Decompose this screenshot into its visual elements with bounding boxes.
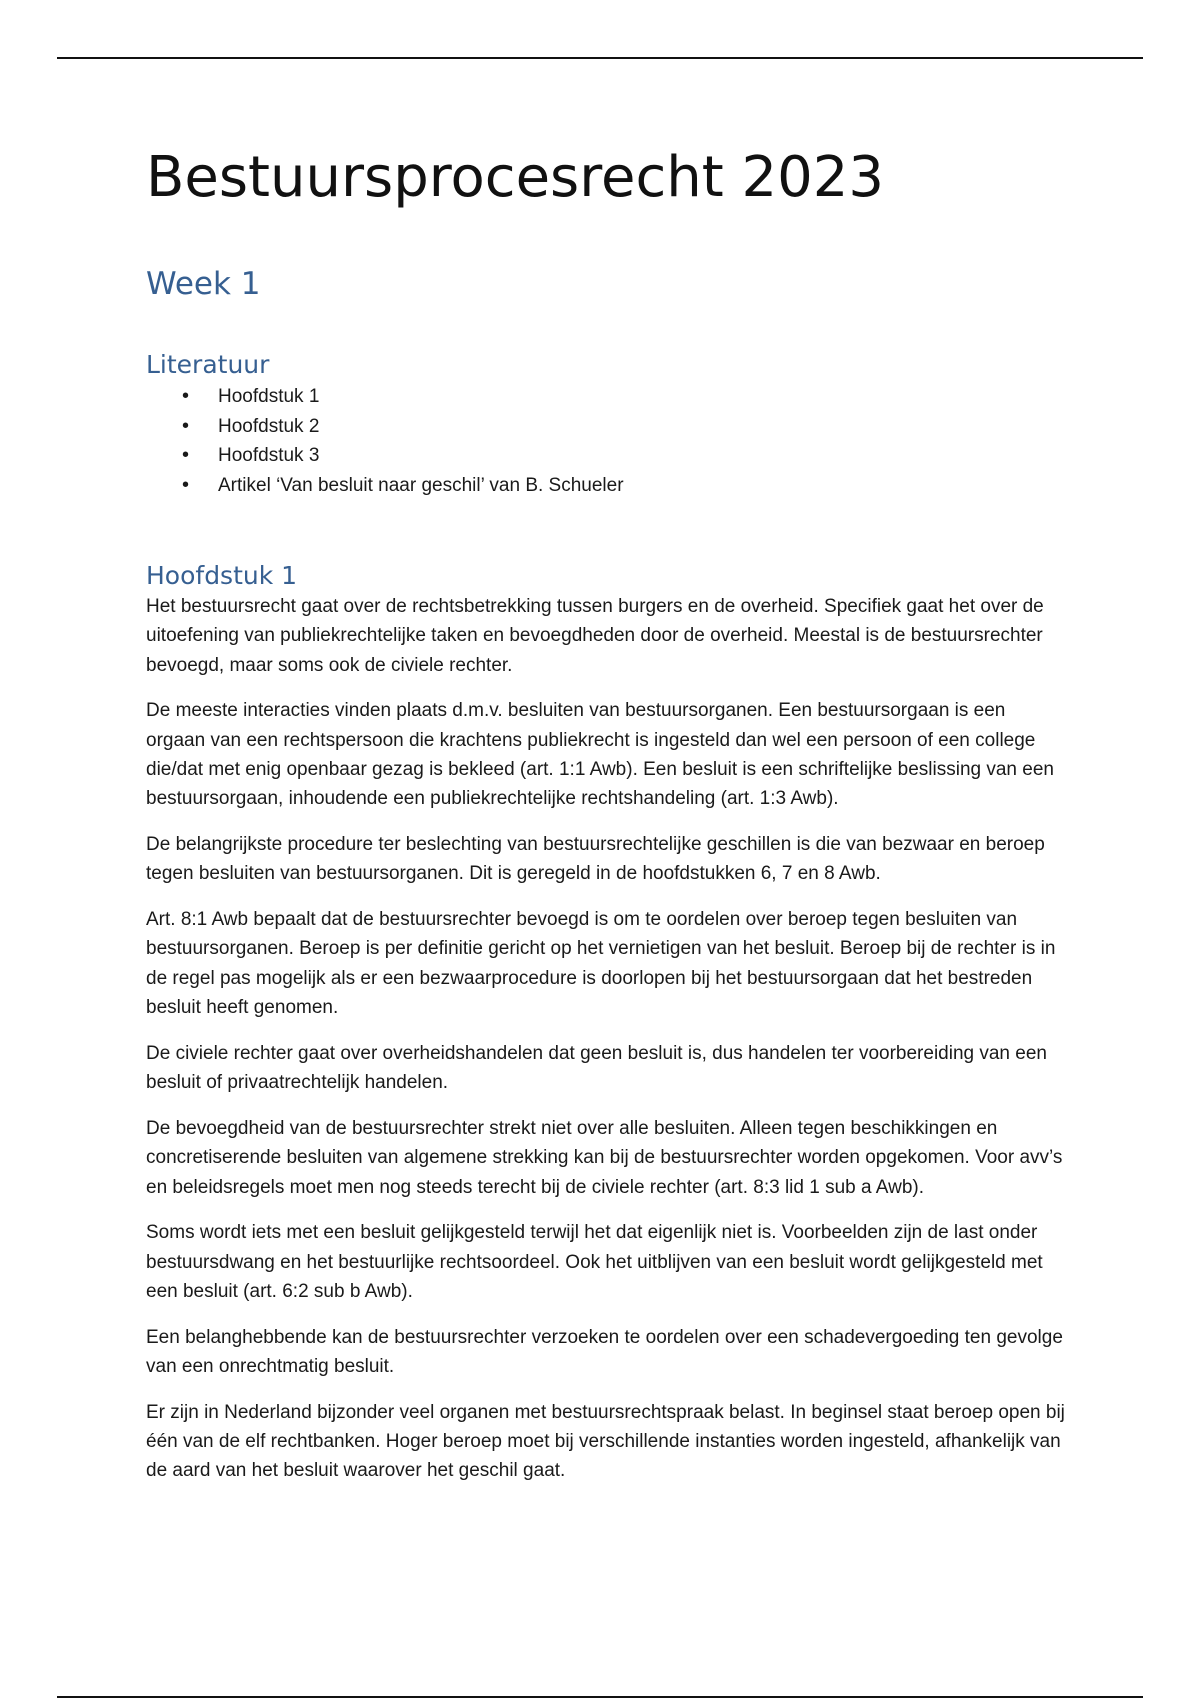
paragraph: Soms wordt iets met een besluit gelijkgesteld terwijl het dat eigenlijk niet is. Voorbeelden zijn de last onder bestuursdwang en het bestuurlijke rechtsoordeel. Ook het uitblijven van een besluit wordt gelijkgesteld met een besluit (art. 6:2 sub b Awb). (146, 1222, 1043, 1302)
list-item (146, 412, 624, 442)
bullet-icon: • (182, 444, 190, 466)
paragraph: De meeste interacties vinden plaats d.m.v. besluiten van bestuursorganen. Een bestuursorgaan is een orgaan van een rechtspersoon die krachtens publiekrecht is ingesteld dan wel een persoon of een college die/dat met enig openbaar gezag is bekleed (art. 1:1 Awb). Een besluit is een schriftelijke beslissing van een bestuursorgaan, inhoudende een publiekrechtelijke rechtshandeling (art. 1:3 Awb). (146, 700, 1054, 810)
hoofdstuk-1-heading: Hoofdstuk 1 (146, 561, 298, 590)
bullet-icon: • (182, 385, 190, 407)
bullet-icon: • (182, 473, 190, 496)
list-item (146, 441, 624, 471)
week-heading: Week 1 (146, 266, 261, 302)
list-item-text: Hoofdstuk 1 (218, 386, 320, 407)
document-title: Bestuursprocesrecht 2023 (146, 145, 885, 210)
list-item-text: Hoofdstuk 3 (218, 445, 320, 466)
paragraph: Het bestuursrecht gaat over de rechtsbetrekking tussen burgers en de overheid. Specifiek gaat het over de uitoefening van publiekrechtelijke taken en bevoegdheden door de overheid. Meestal is de bestuursrechter bevoegd, maar soms ook de civiele rechter. (146, 596, 1044, 676)
paragraph: Art. 8:1 Awb bepaalt dat de bestuursrechter bevoegd is om te oordelen over beroep tegen besluiten van bestuursorganen. Beroep is per definitie gericht op het vernietigen van het besluit. Beroep bij de rechter is in de regel pas mogelijk als er een bezwaarprocedure is doorlopen bij het bestuursorgaan dat het bestreden besluit heeft genomen. (146, 909, 1056, 1019)
list-item-text: Artikel ‘Van besluit naar geschil’ van B. Schueler (218, 474, 624, 496)
paragraph: Een belanghebbende kan de bestuursrechter verzoeken te oordelen over een schadevergoeding ten gevolge van een onrechtmatig besluit. (146, 1326, 1063, 1378)
paragraph: De belangrijkste procedure ter beslechting van bestuursrechtelijke geschillen is die van bezwaar en beroep tegen besluiten van bestuursorganen. Dit is geregeld in de hoofdstukken 6, 7 en 8 Awb. (146, 834, 1045, 885)
list-item-text: Hoofdstuk 2 (218, 415, 320, 437)
top-rule (57, 57, 1143, 59)
bottom-rule (57, 1696, 1143, 1698)
paragraph: De bevoegdheid van de bestuursrechter strekt niet over alle besluiten. Alleen tegen beschikkingen en concretiserende besluiten van algemene strekking kan bij de bestuursrechter worden opgekomen. Voor avv’s en beleidsregels moet men nog steeds terecht bij de civiele rechter (art. 8:3 lid 1 sub a Awb). (146, 1117, 1063, 1198)
paragraph: De civiele rechter gaat over overheidshandelen dat geen besluit is, dus handelen ter voorbereiding van een besluit of privaatrechtelijk handelen. (146, 1042, 1047, 1094)
list-item (146, 471, 624, 501)
bullet-icon: • (182, 414, 190, 437)
list-item (146, 382, 624, 412)
literatuur-list (146, 382, 624, 500)
hoofdstuk-1-body (146, 592, 1066, 1502)
literatuur-heading: Literatuur (146, 350, 270, 379)
paragraph: Er zijn in Nederland bijzonder veel organen met bestuursrechtspraak belast. In beginsel staat beroep open bij één van de elf rechtbanken. Hoger beroep moet bij verschillende instanties worden ingesteld, afhankelijk van de aard van het besluit waarover het geschil gaat. (146, 1401, 1065, 1482)
